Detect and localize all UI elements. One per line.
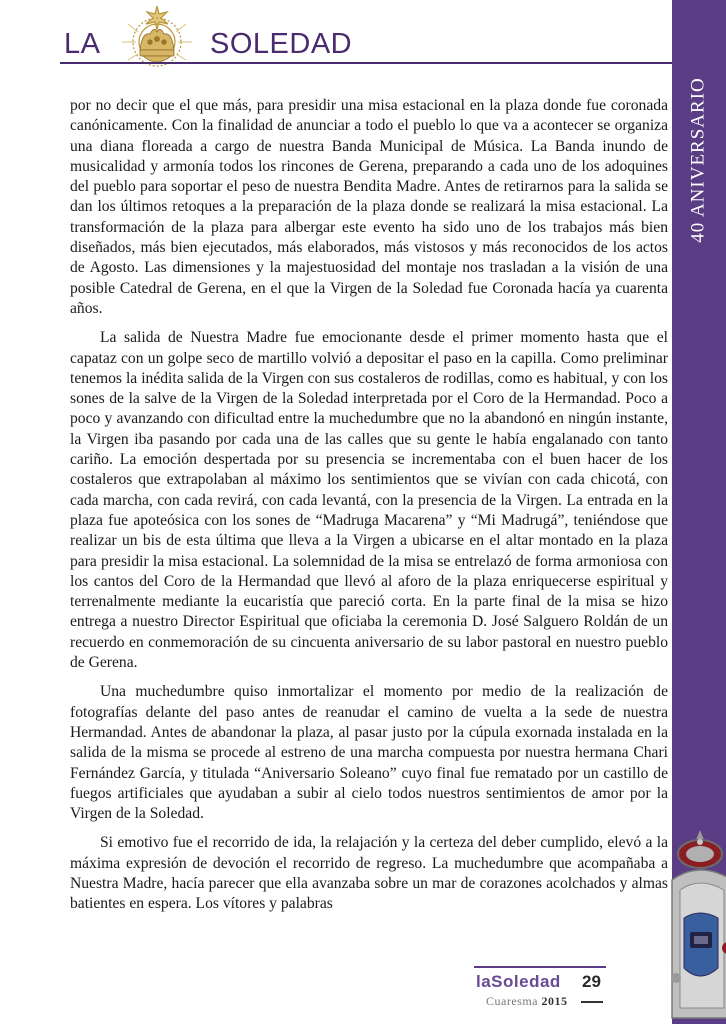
paragraph-3: Una muchedumbre quiso inmortalizar el momento por medio de la realización de fotografías delante del paso antes de reanudar el camino de vuelta a la sede de nuestra Hermandad. Antes de abandonar la plaza, al pasar justo por la cúpula exornada instalada en la salida de la misma se procede al estreno de una marcha compuesta por nuestra hermana Chari Fernández García, y titulada “Aniversario Soleano” cuyo final fue rematado por un castillo de fuegos artificiales que ayudaban a subir al cielo todos nuestros sentimientos de amor por la Virgen de la Soledad. <box>70 683 668 823</box>
page-number: 29 <box>582 972 601 991</box>
header-title-la: LA <box>64 28 101 60</box>
crown-icon <box>110 2 204 76</box>
brotherhood-emblem-icon <box>666 828 726 1024</box>
footer-season: Cuaresma <box>486 994 538 1008</box>
header-title-soledad: SOLEDAD <box>210 28 353 60</box>
footer-issue <box>486 994 567 1009</box>
page-header <box>0 0 672 70</box>
header-divider <box>60 62 672 64</box>
paragraph-4: Si emotivo fue el recorrido de ida, la relajación y la certeza del deber cumplido, elevó a la máxima expresión de devoción el recorrido de regreso. La muchedumbre que acompañaba a Nuestra Madre, hacía parecer que ella avanzaba sobre un mar de corazones acolchados y almas batientes en espera. Los vítores y palabras <box>70 834 668 913</box>
sidebar-label-text: 40 ANIVERSARIO <box>688 77 710 243</box>
article-body <box>70 96 668 924</box>
footer-year: 2015 <box>541 994 568 1008</box>
paragraph-2: La salida de Nuestra Madre fue emocionante desde el primer momento hasta que el capataz con un golpe seco de martillo volvió a depositar el paso en la capilla. Como preliminar tenemos la inédita salida de la Virgen con sus costaleros de rodillas, como es habitual, y con los sones de la salve de la Virgen de la Soledad interpretada por el Coro de la Hermandad. Poco a poco y avanzando con dificultad entre la muchedumbre que no la abandonó en ningún instante, la Virgen iba pasando por cada una de las calles que su gente le había engalanado con tanto cariño. La emoción despertada por su presencia se incrementaba con el buen hacer de los costaleros que extrapolaban al máximo los sentimientos que se vivían con cada chicotá, con cada marcha, con cada revirá, con cada levantá, con la presencia de la Virgen. La entrada en la plaza fue apoteósica con los sones de “Madruga Macarena” y “Mi Madrugá”, teniéndose que realizar un bis de esta última que lleva a la Virgen a ubicarse en el altar montado en la plaza para presidir la misa estacional. La solemnidad de la misa se entrelazó de forma armoniosa con los cantos del Coro de la Hermandad que llevó al aforo de la plaza enriquecerse espiritual y terrenalmente mediante la eucaristía que pareció corta. En la parte final de la misa se hizo entrega a nuestro Director Espiritual que oficiaba la ceremonia D. José Salguero Roldán de un recuerdo en conmemoración de su cincuenta aniversario de su labor pastoral en nuestro pueblo de Gerena. <box>70 329 668 672</box>
page-number-underline <box>581 1001 603 1003</box>
footer-magazine-title: laSoledad <box>476 972 561 991</box>
footer-divider <box>474 966 606 968</box>
paragraph-1: por no decir que el que más, para presidir una misa estacional en la plaza donde fue coronada canónicamente. Con la finalidad de anunciar a todo el pueblo lo que va a acontecer se organiza una diana floreada a cargo de nuestra Banda Municipal de Música. La Banda inundo de musicalidad y armonía todos los rincones de Gerena, preparando a cada uno de los adoquines del pueblo para soportar el peso de nuestra Bendita Madre. Antes de retirarnos para la salida se dan los últimos retoques a la preparación de la plaza donde se realizará la misa estacional. La transformación de la plaza para albergar este evento ha sido uno de los trabajos más bien diseñados, más bien ejecutados, más elaborados, más vistosos y más reconocidos de los actos de Agosto. Las dimensiones y la majestuosidad del montaje nos trasladan a la visión de una posible Catedral de Gerena, en el que la Virgen de la Soledad fue Coronada hacía ya cuarenta años. <box>70 97 668 317</box>
sidebar-label <box>670 60 726 260</box>
